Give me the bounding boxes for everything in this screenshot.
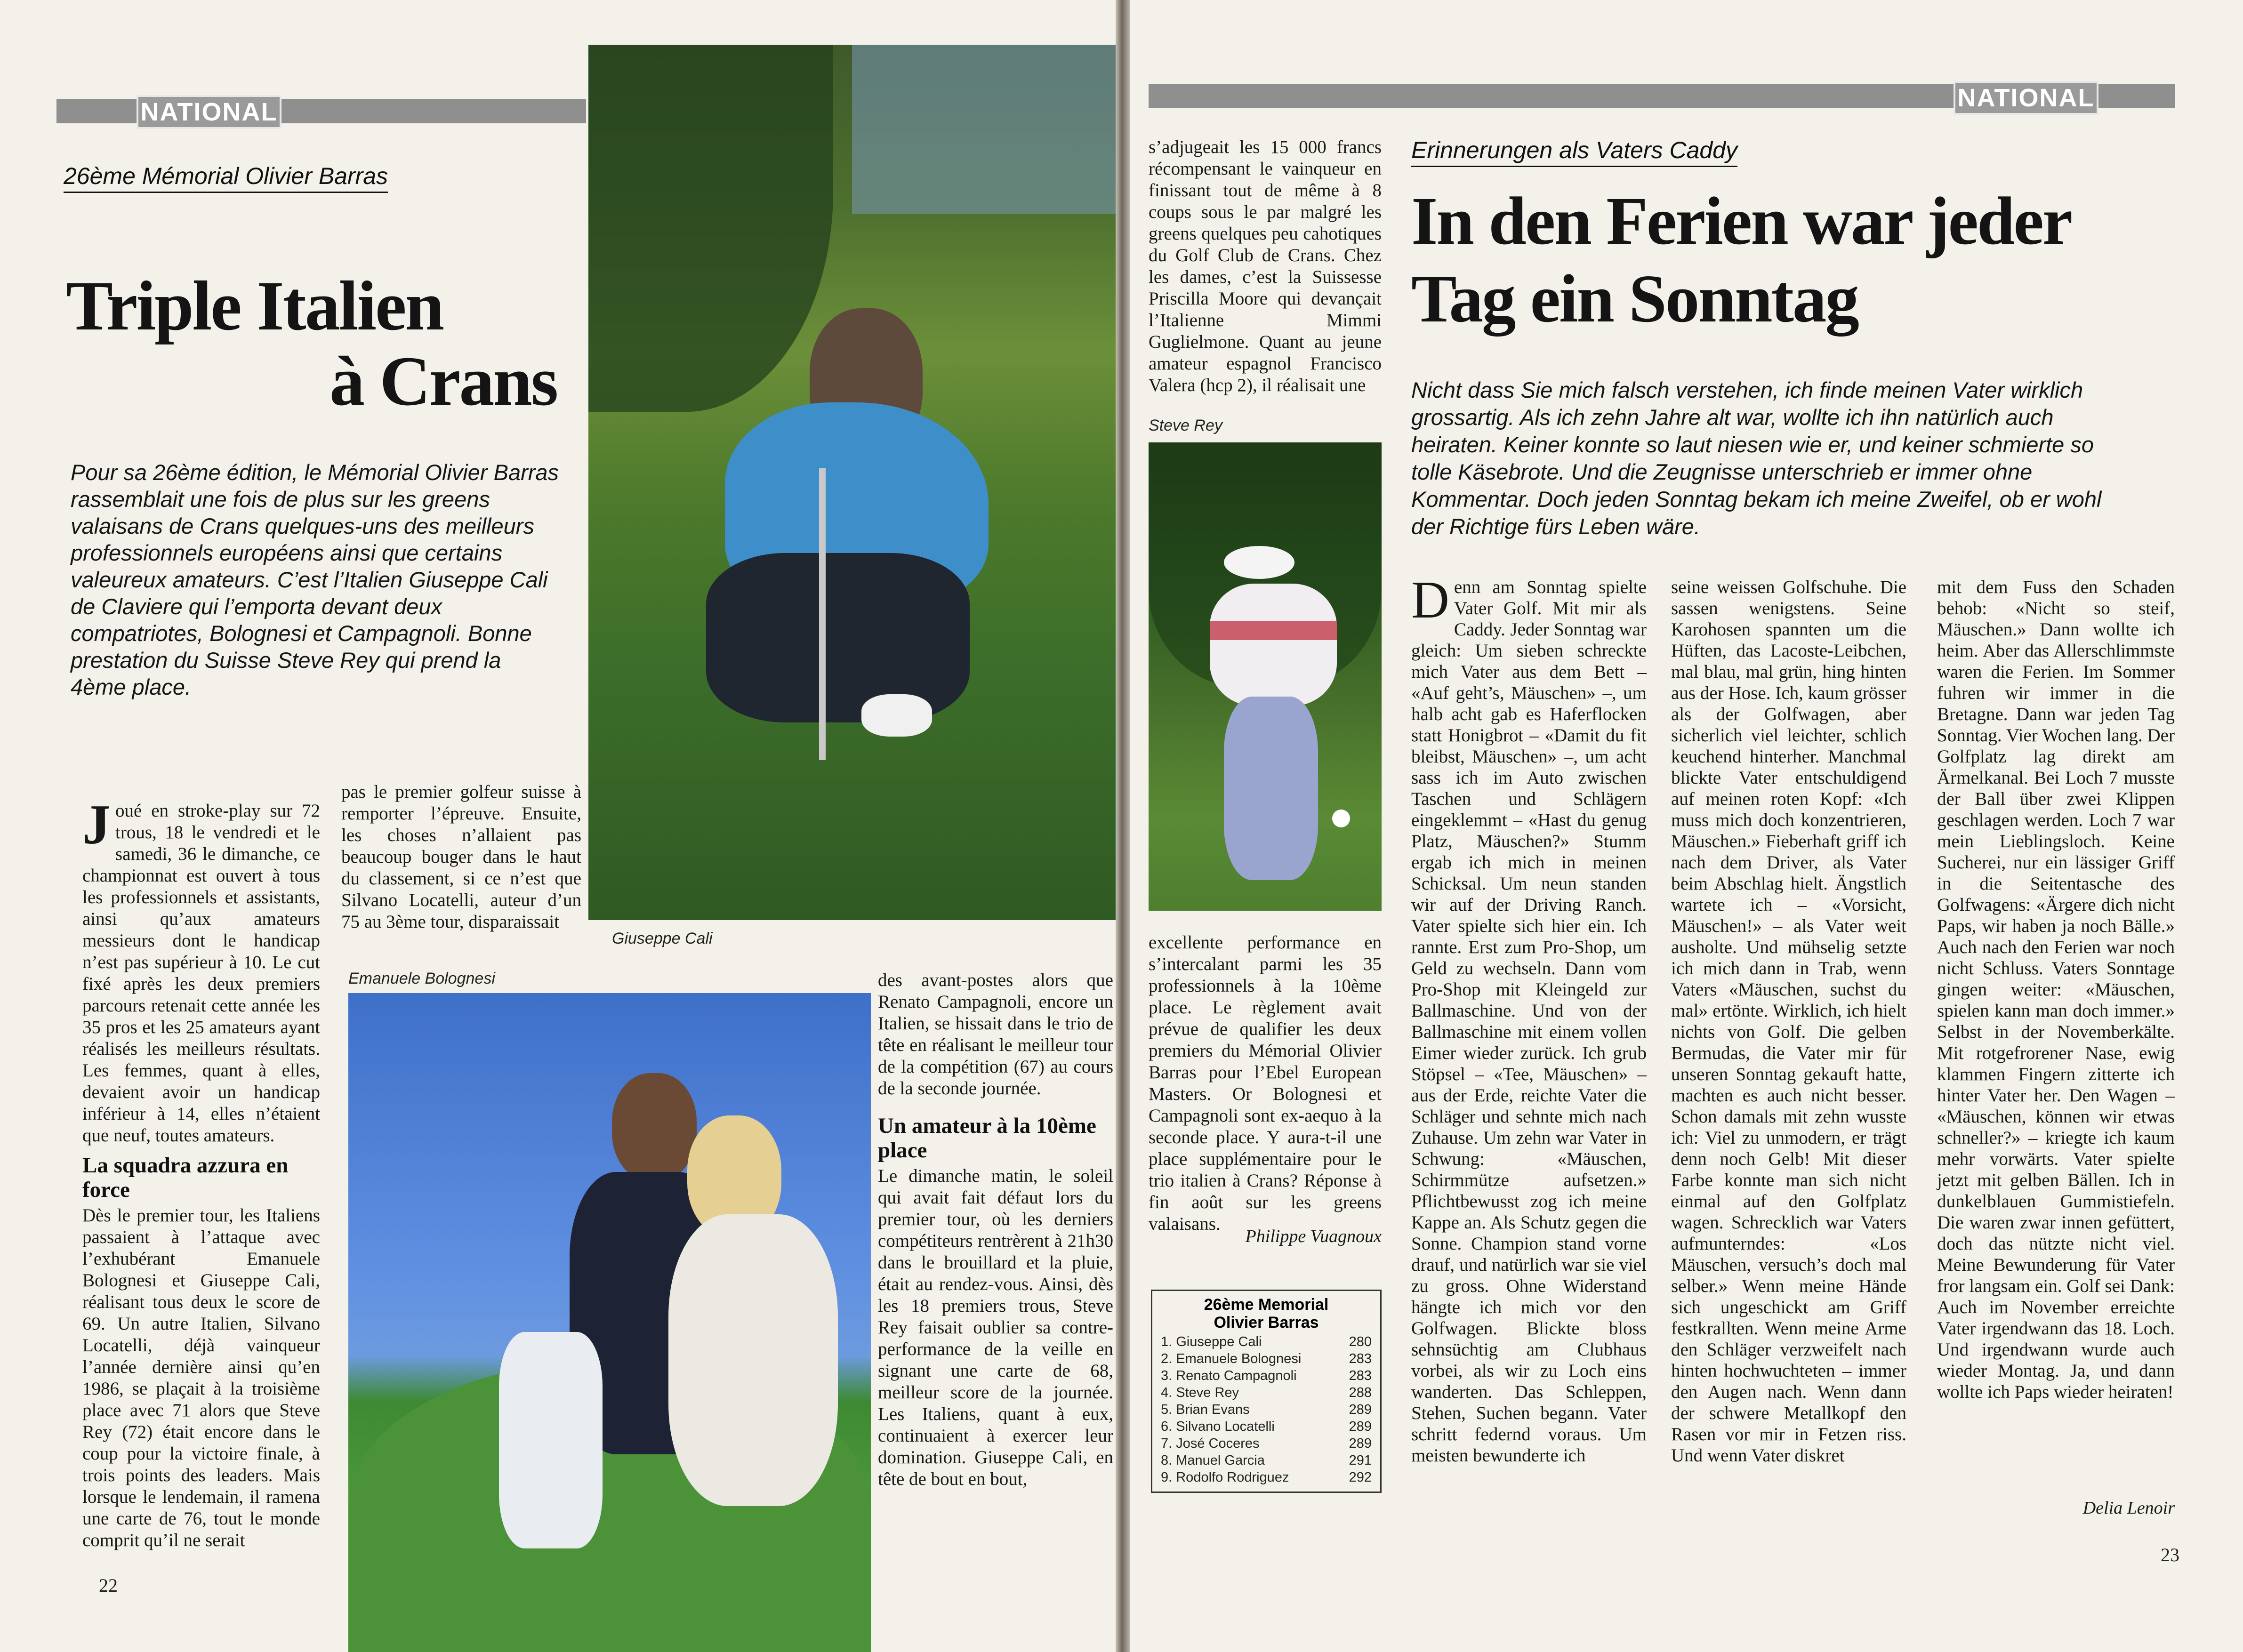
byline-german: Delia Lenoir bbox=[2082, 1498, 2175, 1518]
caption-emanuele-bolognesi: Emanuele Bolognesi bbox=[348, 970, 495, 987]
golf-ball bbox=[1332, 810, 1350, 827]
results-row bbox=[1159, 1435, 1374, 1452]
results-row bbox=[1159, 1350, 1374, 1367]
column-3 bbox=[878, 970, 1113, 1490]
page-number: 22 bbox=[99, 1575, 118, 1596]
results-score: 291 bbox=[1349, 1453, 1372, 1468]
spine-gutter bbox=[1116, 0, 1130, 1652]
results-player: 2. Emanuele Bolognesi bbox=[1161, 1351, 1302, 1366]
visor bbox=[1224, 546, 1294, 579]
left-page bbox=[0, 0, 1116, 1652]
lead-paragraph: Nicht dass Sie mich falsch verstehen, ich finde meinen Vater wirklich grossartig. Als ich zehn Jahre alt war, wollte ich ihn natürlich auch heiraten. Keiner konnte so laut niesen wie er, und keiner schmierte so tolle Käsebrote. Und die Zeugnisse unterschrieb er immer ohne Kommentar. Doch jeden Sonntag bekam ich meine Zweifel, ob er wohl der Richtige fürs Leben wäre. bbox=[1411, 377, 2102, 539]
results-row bbox=[1159, 1452, 1374, 1469]
results-row bbox=[1159, 1333, 1374, 1350]
results-score: 288 bbox=[1349, 1385, 1372, 1400]
results-score: 289 bbox=[1349, 1419, 1372, 1434]
caption-giuseppe-cali: Giuseppe Cali bbox=[612, 930, 713, 947]
continuation-bottom: excellente performance en s’intercalant parmi les 35 professionnels à la 10ème place. Le règlement avait prévue de qualifier les deux premiers du Mémorial Olivier Barras pour l’Ebel European Masters. Or Bolognesi et Campagnoli sont ex-aequo à la seconde place. Y aura-t-il une place supplémentaire pour le trio italien à Crans? Réponse à fin août sur les greens valaisans. bbox=[1149, 932, 1382, 1234]
results-row bbox=[1159, 1469, 1374, 1486]
continuation-top: s’adjugeait les 15 000 francs récompensant le vainqueur en finissant tout de même à 8 coups sous le par malgré les greens quelques peu cahotiques du Golf Club de Crans. Chez les dames, c’est la Suissesse Priscilla Moore qui devançait l’Italienne Mimmi Guglielmone. Quant au jeune amateur espagnol Francisco Valera (hcp 2), il réalisait une bbox=[1149, 137, 1382, 395]
results-player: 5. Brian Evans bbox=[1161, 1402, 1250, 1417]
subhead-amateur: Un amateur à la 10ème place bbox=[878, 1114, 1096, 1163]
results-row bbox=[1159, 1367, 1374, 1384]
german-column-1-text: enn am Sonntag spielte Vater Golf. Mit mir als Caddy. Jeder Sonntag war gleich: Um sieben schreckte mich Vater aus dem Bett – «Auf geht’s, Mäuschen» –, um halb acht gab es Haferflocken statt Honigbrot – «Damit du fit bleibst, Mäuschen» –, um acht sass ich im Auto zwischen Taschen und Schlägern eingeklemmt – «Hast du genug Platz, Mäuschen?» Stumm ergab ich mich in meinen Schicksal. Um neun standen wir auf der Driving Ranch. Vater spielte sich hier ein. Ich rannte. Erst zum Pro-Shop, um Geld zu wechseln. Dann vom Pro-Shop mit Kleingeld zur Ballmaschine. Und von der Ballmaschine mit einem vollen Eimer wieder zurück. Ich grub Stöpsel – «Tee, Mäuschen» – aus der Erde, reichte Vater die Schläger und sehnte mich nach Zuhause. Um zehn war Vater in Schwung: «Mäuschen, Schirmmütze aufsetzen.» Pflichtbewusst zog ich meine Kappe an. Als Schutz gegen die Sonne. Champion stand vorne drauf, und natürlich war sie viel zu gross. Ohne Widerstand hängte ich mich vor den Golfwagen. Blickte bloss sehnsüchtig am Clubhaus vorbei, als wir zu Loch eins wanderten. Das Schleppen, Stehen, Suchen begann. Vater schritt federnd voraus. Um meisten bewunderte ich bbox=[1411, 577, 1647, 1466]
results-player: 4. Steve Rey bbox=[1161, 1385, 1239, 1400]
headline-line2: Tag ein Sonntag bbox=[1411, 261, 1858, 337]
results-score: 289 bbox=[1349, 1402, 1372, 1417]
results-row bbox=[1159, 1418, 1374, 1435]
results-score: 283 bbox=[1349, 1351, 1372, 1366]
results-title-line1: 26ème Memorial bbox=[1204, 1296, 1329, 1314]
results-player: 7. José Coceres bbox=[1161, 1436, 1260, 1451]
german-column-1 bbox=[1411, 571, 1647, 1466]
results-title-line2: Olivier Barras bbox=[1214, 1314, 1319, 1331]
drop-cap: D bbox=[1411, 571, 1449, 629]
photo-steve-rey bbox=[1149, 442, 1382, 911]
sky-patch bbox=[852, 45, 1116, 214]
golf-bag bbox=[499, 1332, 603, 1548]
section-tag: NATIONAL bbox=[137, 95, 281, 129]
results-player: 1. Giuseppe Cali bbox=[1161, 1334, 1262, 1349]
column-1-intro-text: oué en stroke-play sur 72 trous, 18 le vendredi et le samedi, 36 le dimanche, ce championnat est ouvert à tous les professionnels et assistants, ainsi qu’aux amateurs messieurs dont le handicap n’est pas supérieur à 10. Le cut fixé après les deux premiers parcours retenait cette année les 35 pros et les 25 amateurs ayant réalisés les meilleurs résultats. Les femmes, quant à elles, devaient avoir un handicap inférieur à 14, elles n’étaient que neuf, toutes amateurs. bbox=[82, 801, 320, 1146]
german-column-3: mit dem Fuss den Schaden behob: «Nicht so steif, Mäuschen.» Dann wollte ich heim. Aber das Allerschlimmste waren die Ferien. Im Sommer fuhren wir immer in die Bretagne. Dann war jeden Tag Sonntag. Vier Wochen lang. Der Golfplatz lag direkt am Ärmelkanal. Bei Loch 7 musste der Ball über zwei Klippen geschlagen werden. Loch 7 war mein Lieblingsloch. Keine Sucherei, nur ein lässiger Griff in die Seitentasche des Golfwagens: «Ärgere dich nicht Paps, wir haben ja noch Bälle.» Auch nach den Ferien war noch nicht Schluss. Vaters Sonntage gingen weiter: «Mäuschen, spielen kann man doch immer.» Selbst in der Novemberkälte. Mit rotgefrorener Nase, ewig klammen Fingern zitterte ich hinter Vater her. Den Wagen – «Mäuschen, können wir etwas schneller?» – kriegte ich kaum mehr vorwärts. Vater spielte jetzt mit gelben Bällen. Ich in dunkelblauen Gummistiefeln. Die waren zwar innen gefüttert, doch das nützte nicht viel. Meine Bewunderung für Vater fror langsam ein. Golf sei Dank: Auch im November erreichte Vater irgendwann das 18. Loch. Und irgendwann wurde auch wieder Montag. Ja, und dann wollte ich Paps wieder heiraten! bbox=[1937, 577, 2175, 1402]
golf-shoe bbox=[861, 694, 932, 737]
photo-emanuele-bolognesi bbox=[348, 993, 871, 1652]
results-score: 280 bbox=[1349, 1334, 1372, 1349]
right-page bbox=[1130, 0, 2243, 1652]
golfer-shirt bbox=[1210, 584, 1337, 706]
column-3-body: Le dimanche matin, le soleil qui avait fait défaut lors du premier tour, où les derniers compétiteurs rentrèrent à 21h30 dans le brouillard et la pluie, était au rendez-vous. Ainsi, dès les 18 premiers trous, Steve Rey faisait oublier sa contre-performance de la veille en signant une carte de 68, meilleur score de la journée. Les Italiens, quant à eux, continuaient à exercer leur domination. Giuseppe Cali, en tête de bout en bout, bbox=[878, 1166, 1113, 1489]
section-tag: NATIONAL bbox=[1954, 81, 2098, 115]
page-number: 23 bbox=[2161, 1544, 2179, 1565]
byline-french: Philippe Vuagnoux bbox=[1245, 1227, 1382, 1246]
drop-cap: J bbox=[82, 793, 111, 856]
man-head bbox=[612, 1073, 697, 1181]
photo-giuseppe-cali bbox=[588, 45, 1116, 920]
results-row bbox=[1159, 1384, 1374, 1401]
results-player: 9. Rodolfo Rodriguez bbox=[1161, 1470, 1289, 1485]
results-score: 292 bbox=[1349, 1470, 1372, 1485]
results-score: 283 bbox=[1349, 1368, 1372, 1383]
results-table bbox=[1159, 1333, 1374, 1486]
results-box bbox=[1151, 1290, 1382, 1493]
headline-line1: Triple Italien bbox=[66, 267, 443, 345]
results-player: 8. Manuel Garcia bbox=[1161, 1453, 1265, 1468]
results-row bbox=[1159, 1401, 1374, 1418]
column-1 bbox=[82, 793, 320, 1551]
subhead-squadra: La squadra azzura en force bbox=[82, 1153, 289, 1202]
article-kicker: Erinnerungen als Vaters Caddy bbox=[1411, 136, 1737, 167]
caption-steve-rey: Steve Rey bbox=[1149, 417, 1222, 434]
section-bar bbox=[56, 99, 586, 123]
putter-shaft bbox=[819, 468, 826, 760]
shirt-stripe bbox=[1210, 621, 1337, 640]
tree-shadow bbox=[588, 45, 833, 412]
lead-paragraph: Pour sa 26ème édition, le Mémorial Olivier Barras rassemblait une fois de plus sur les greens valaisans de Crans quelques-uns des meilleurs professionnels européens ainsi que certains valeureux amateurs. C’est l’Italien Giuseppe Cali de Claviere qui l’emporta devant deux compatriotes, Bolognesi et Campagnoli. Bonne prestation du Suisse Steve Rey qui prend la 4ème place. bbox=[71, 460, 559, 699]
column-3-intro: des avant-postes alors que Renato Campagnoli, encore un Italien, se hissait dans le trio de tête en réalisant le meilleur tour de la compétition (67) au cours de la seconde journée. bbox=[878, 970, 1113, 1099]
article-kicker: 26ème Mémorial Olivier Barras bbox=[64, 162, 388, 193]
headline-line1: In den Ferien war jeder bbox=[1411, 184, 2072, 259]
column-1-body: Dès le premier tour, les Italiens passaient à l’attaque avec l’exhubérant Emanuele Bolognesi et Giuseppe Cali, réalisant tous deux le score de 69. Un autre Italien, Silvano Locatelli, déjà vainqueur l’année dernière ainsi qu’en 1986, se plaçait à la troisième place avec 71 alors que Steve Rey (72) était encore dans le coup pour la victoire finale, à trois points des leaders. Mais lorsque le lendemain, il ramena une carte de 76, tout le monde comprit qu’il ne serait bbox=[82, 1205, 320, 1550]
golfer-trousers bbox=[706, 553, 970, 722]
results-player: 6. Silvano Locatelli bbox=[1161, 1419, 1275, 1434]
woman-jacket bbox=[668, 1214, 838, 1506]
column-1-intro bbox=[82, 793, 320, 1147]
golfer-trousers bbox=[1224, 697, 1318, 880]
results-score: 289 bbox=[1349, 1436, 1372, 1451]
german-column-2: seine weissen Golfschuhe. Die sassen wenigstens. Seine Karohosen spannten um die Hüften, das Lacoste-Leibchen, mal blau, mal grün, hing hinten aus der Hose. Ich, kaum grösser als der Golfwagen, aber sicherlich viel leichter, schlich keuchend hinterher. Manchmal blickte Vater entschuldigend auf meinen roten Kopf: «Ich muss mich doch konzentrieren, Mäuschen.» Fieberhaft griff ich nach dem Driver, als Vater beim Abschlag hielt. Ängstlich wartete ich – «Vorsicht, Mäuschen!» – als Vater weit ausholte. Und mühselig setzte ich mich dann in Trab, wenn Vaters «Mäuschen, suchst du mal» ertönte. Wirklich, ich hielt nichts von Golf. Die gelben Bermudas, die Vater mir für unseren Sonntag gekauft hatte, machten es auch nicht besser. Schon damals mit zehn wusste ich: Viel zu unmodern, er trägt denn noch Gelb! Mit dieser Farbe konnte man sich nicht einmal auf den Golfplatz wagen. Schrecklich war Vaters aufmunterndes: «Los Mäuschen, versuch’s doch mal selber.» Wenn meine Hände sich ungeschickt am Griff festkrallten. Wenn meine Arme den Schläger verzweifelt nach hinten hochwuchteten – immer den Augen nach. Wenn dann der schwere Metallkopf den Rasen vor mir in Fetzen riss. Und wenn Vater diskret bbox=[1671, 577, 1906, 1466]
column-2: pas le premier golfeur suisse à remporter l’épreuve. Ensuite, les choses n’allaient pas beaucoup bouger dans le haut du classement, si ce n’est que Silvano Locatelli, auteur d’un 75 au 3ème tour, disparaissait bbox=[341, 782, 581, 932]
headline-line2: à Crans bbox=[330, 342, 557, 420]
results-player: 3. Renato Campagnoli bbox=[1161, 1368, 1297, 1383]
